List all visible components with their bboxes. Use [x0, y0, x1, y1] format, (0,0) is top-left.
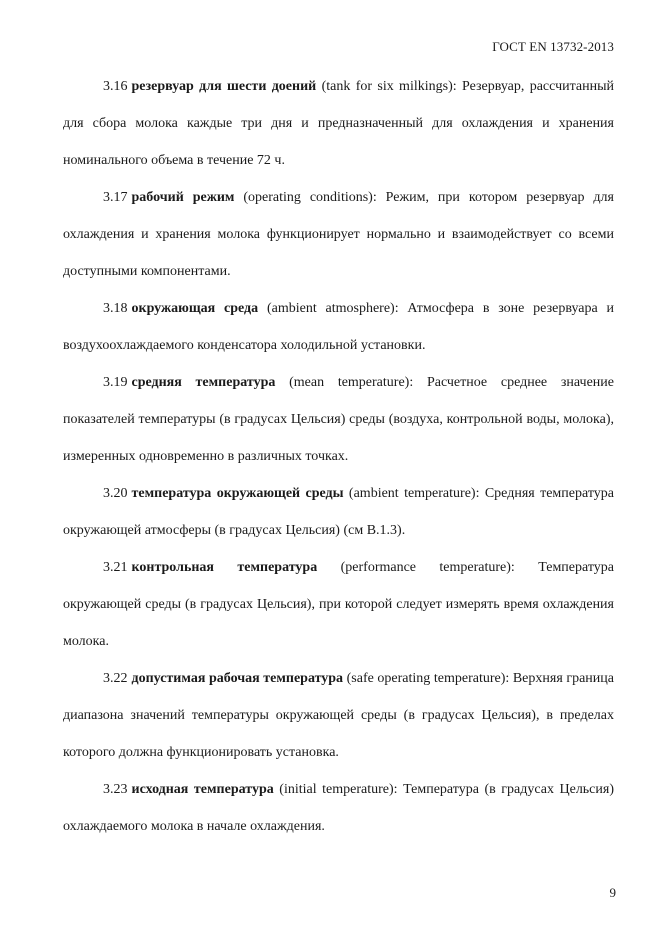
term-definition: (ambient temperature): Средняя температура окружающей атмосферы (в градусах Цельсия) (см В.1.3). [63, 486, 614, 538]
term-definition: (ambient atmosphere): Атмосфера в зоне резервуара и воздухоохлаждаемого конденсатора холодильной установки. [63, 301, 614, 353]
term-definition: (mean temperature): Расчетное среднее значение показателей температуры (в градусах Цельсия) среды (воздуха, контрольной воды, молока), измеренных одновременно в различных точках. [63, 375, 614, 464]
term-name: температура окружающей среды [131, 486, 344, 501]
term-number: 3.19 [103, 375, 128, 390]
term-number: 3.18 [103, 301, 128, 316]
term-definition: (safe operating temperature): Верхняя граница диапазона значений температуры окружающей среды (в градусах Цельсия), в пределах которого должна функционировать установка. [63, 671, 614, 760]
term-name: рабочий режим [131, 190, 235, 205]
term-number: 3.22 [103, 671, 128, 686]
page-number: 9 [609, 885, 616, 900]
term-number: 3.21 [103, 560, 128, 575]
term-3-19 [63, 364, 614, 475]
term-number: 3.16 [103, 79, 128, 94]
term-3-18 [63, 290, 614, 364]
term-definition: (operating conditions): Режим, при котором резервуар для охлаждения и хранения молока функционирует нормально и взаимодействует со всеми доступными компонентами. [63, 190, 614, 279]
term-name: средняя температура [131, 375, 276, 390]
term-name: допустимая рабочая температура [131, 671, 344, 686]
term-3-20 [63, 475, 614, 549]
term-3-17 [63, 179, 614, 290]
term-3-21 [63, 549, 614, 660]
term-3-16 [63, 68, 614, 179]
term-definition: (performance temperature): Температура окружающей среды (в градусах Цельсия), при которой следует измерять время охлаждения молока. [63, 560, 615, 649]
term-number: 3.23 [103, 782, 128, 797]
term-name: контрольная температура [131, 560, 318, 575]
term-3-22 [63, 660, 614, 771]
term-name: резервуар для шести доений [131, 79, 317, 94]
term-definition: (initial temperature): Температура (в градусах Цельсия) охлаждаемого молока в начале охлаждения. [63, 782, 614, 834]
term-name: исходная температура [131, 782, 274, 797]
term-3-23 [63, 771, 614, 845]
term-name: окружающая среда [131, 301, 259, 316]
term-number: 3.20 [103, 486, 128, 501]
page-header: ГОСТ EN 13732-2013 [492, 39, 614, 54]
document-body [63, 68, 614, 845]
term-number: 3.17 [103, 190, 128, 205]
term-definition: (tank for six milkings): Резервуар, рассчитанный для сбора молока каждые три дня и предназначенный для охлаждения и хранения номинального объема в течение 72 ч. [63, 79, 614, 168]
